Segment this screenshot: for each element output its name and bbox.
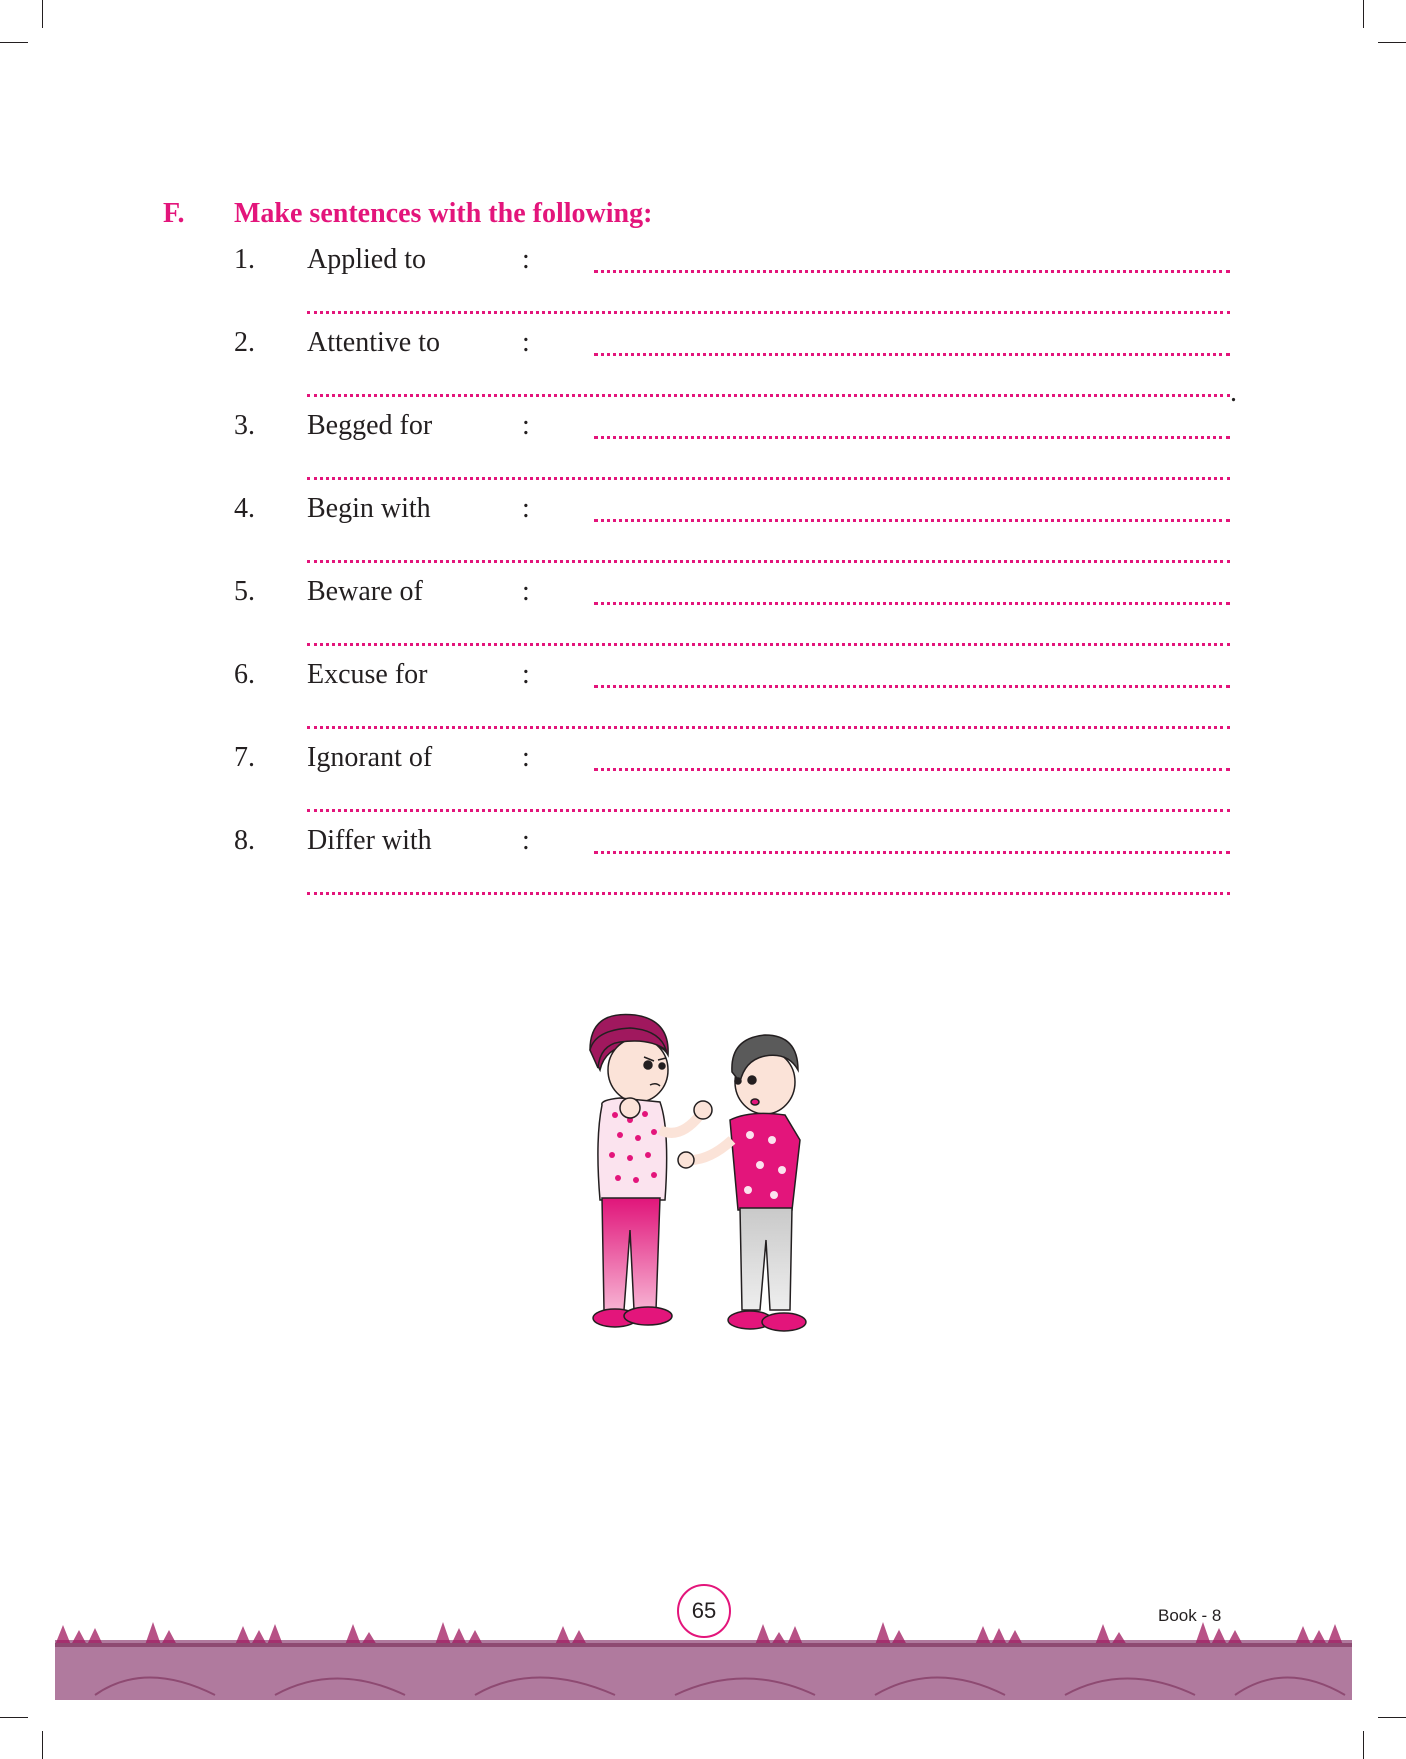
answer-line-1[interactable] — [594, 519, 1230, 522]
exercise-item — [0, 327, 1406, 411]
answer-line-2[interactable] — [307, 311, 1230, 314]
crop-mark-bottom-left-h — [0, 1717, 28, 1718]
answer-line-2[interactable] — [307, 726, 1230, 729]
exercise-item — [0, 410, 1406, 494]
right-boy — [678, 1035, 806, 1331]
item-colon: : — [522, 825, 530, 856]
exercise-item — [0, 576, 1406, 660]
answer-line-2[interactable] — [307, 809, 1230, 812]
item-phrase: Begin with — [307, 493, 431, 524]
exercise-item — [0, 659, 1406, 743]
answer-line-1[interactable] — [594, 353, 1230, 356]
item-phrase: Differ with — [307, 825, 432, 856]
exercise-item — [0, 493, 1406, 577]
crop-mark-bottom-left-v — [42, 1731, 43, 1759]
item-phrase: Begged for — [307, 410, 433, 441]
item-colon: : — [522, 493, 530, 524]
answer-line-1[interactable] — [594, 685, 1230, 688]
item-colon: : — [522, 576, 530, 607]
two-boys-illustration — [560, 1010, 860, 1340]
crop-mark-bottom-right-v — [1363, 1731, 1364, 1759]
item-colon: : — [522, 244, 530, 275]
item-phrase: Ignorant of — [307, 742, 433, 773]
item-colon: : — [522, 659, 530, 690]
item-colon: : — [522, 410, 530, 441]
exercise-item — [0, 825, 1406, 909]
item-number: 1. — [234, 244, 255, 275]
answer-line-1[interactable] — [594, 602, 1230, 605]
item-phrase: Excuse for — [307, 659, 428, 690]
answer-line-2[interactable] — [307, 892, 1230, 895]
crop-mark-top-left-v — [42, 0, 43, 28]
item-colon: : — [522, 327, 530, 358]
stray-period: . — [1230, 377, 1237, 408]
item-phrase: Attentive to — [307, 327, 440, 358]
answer-line-2[interactable] — [307, 560, 1230, 563]
item-phrase: Applied to — [307, 244, 426, 275]
section-letter: F. — [163, 198, 185, 229]
item-number: 4. — [234, 493, 255, 524]
item-number: 6. — [234, 659, 255, 690]
crop-mark-top-right-h — [1378, 42, 1406, 43]
answer-line-1[interactable] — [594, 768, 1230, 771]
answer-line-1[interactable] — [594, 436, 1230, 439]
answer-line-1[interactable] — [594, 270, 1230, 273]
book-label: Book - 8 — [1158, 1606, 1222, 1625]
crop-mark-top-left-h — [0, 42, 28, 43]
exercise-item — [0, 244, 1406, 328]
answer-line-2[interactable] — [307, 394, 1230, 397]
item-number: 5. — [234, 576, 255, 607]
answer-line-2[interactable] — [307, 643, 1230, 646]
exercise-item — [0, 742, 1406, 826]
item-phrase: Beware of — [307, 576, 423, 607]
left-boy — [590, 1014, 712, 1327]
crop-mark-top-right-v — [1363, 0, 1364, 28]
item-number: 3. — [234, 410, 255, 441]
item-colon: : — [522, 742, 530, 773]
item-number: 2. — [234, 327, 255, 358]
crop-mark-bottom-right-h — [1378, 1717, 1406, 1718]
item-number: 8. — [234, 825, 255, 856]
page-number-badge — [677, 1584, 731, 1638]
page-number: 65 — [691, 1598, 717, 1623]
section-title: Make sentences with the following: — [234, 198, 653, 229]
answer-line-1[interactable] — [594, 851, 1230, 854]
answer-line-2[interactable] — [307, 477, 1230, 480]
item-number: 7. — [234, 742, 255, 773]
